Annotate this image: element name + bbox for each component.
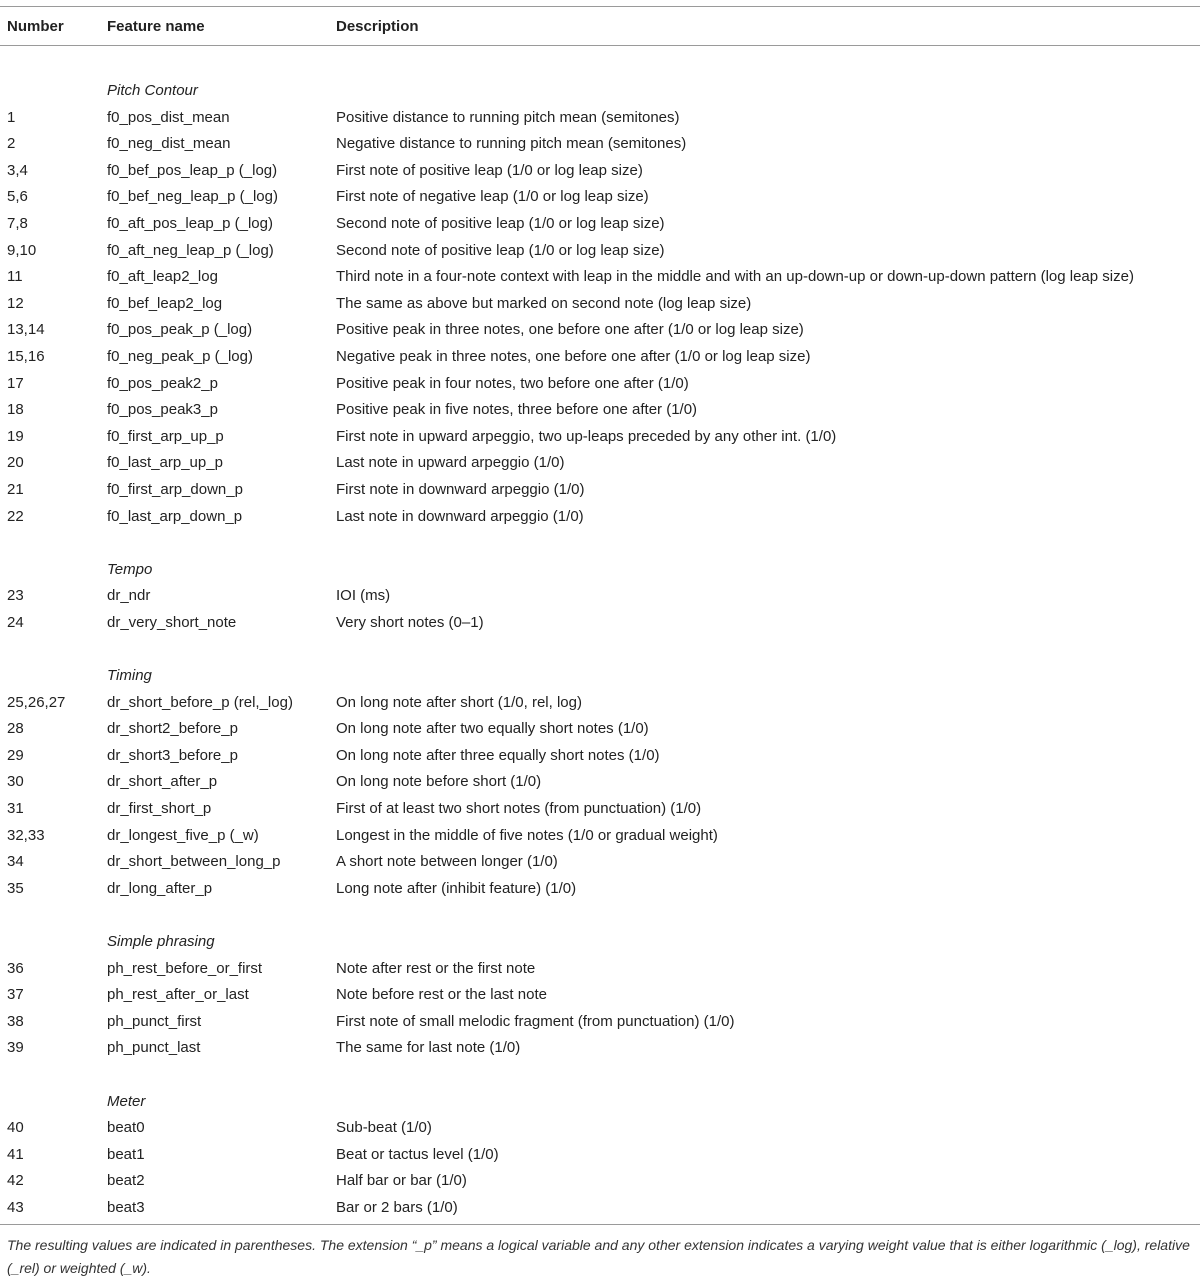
- table-row: [0, 317, 1200, 344]
- cell-number: 23: [7, 587, 24, 605]
- header-feature-name: Feature name: [107, 18, 205, 35]
- cell-description: Sub-beat (1/0): [336, 1119, 432, 1137]
- cell-number: 20: [7, 454, 24, 472]
- section-gap: [0, 1062, 1200, 1089]
- cell-feature-name: dr_very_short_note: [107, 613, 237, 631]
- cell-description: First note of positive leap (1/0 or log leap size): [336, 161, 643, 179]
- section-title: Simple phrasing: [107, 933, 215, 950]
- cell-description: First note in downward arpeggio (1/0): [336, 480, 585, 498]
- section-title: Timing: [107, 667, 152, 685]
- cell-description: Positive peak in three notes, one before one after (1/0 or log leap size): [336, 321, 804, 339]
- cell-description: First note in upward arpeggio, two up-leaps preceded by any other int. (1/0): [336, 427, 837, 445]
- cell-description: Long note after (inhibit feature) (1/0): [336, 879, 577, 897]
- cell-feature-name: beat2: [107, 1172, 145, 1190]
- cell-description: The same as above but marked on second note (log leap size): [336, 294, 752, 312]
- cell-feature-name: beat3: [107, 1198, 145, 1216]
- section-heading-row: [0, 557, 1200, 584]
- cell-feature-name: f0_bef_neg_leap_p (_log): [107, 188, 278, 206]
- header-description: Description: [336, 18, 419, 35]
- cell-feature-name: dr_short_before_p (rel,_log): [107, 693, 293, 711]
- cell-description: Second note of positive leap (1/0 or log leap size): [336, 214, 665, 232]
- cell-feature-name: f0_bef_leap2_log: [107, 294, 223, 312]
- table-row: [0, 184, 1200, 211]
- cell-number: 40: [7, 1119, 24, 1137]
- cell-feature-name: f0_aft_neg_leap_p (_log): [107, 241, 274, 259]
- cell-description: Last note in upward arpeggio (1/0): [336, 454, 565, 472]
- table-row: [0, 105, 1200, 132]
- cell-description: First of at least two short notes (from punctuation) (1/0): [336, 800, 702, 818]
- cell-feature-name: ph_punct_first: [107, 1012, 202, 1030]
- table-row: [0, 371, 1200, 398]
- cell-feature-name: f0_last_arp_down_p: [107, 507, 243, 525]
- cell-feature-name: beat0: [107, 1119, 145, 1137]
- cell-feature-name: dr_short_between_long_p: [107, 853, 281, 871]
- table-row: [0, 158, 1200, 185]
- table-body: [0, 46, 1200, 1224]
- cell-description: On long note after three equally short notes (1/0): [336, 746, 660, 764]
- table-footnote: The resulting values are indicated in parentheses. The extension “_p” means a logical variable and any other extension indicates a varying weight value that is either logarithmic (_log), relative (_rel) or weighted (_w).: [7, 1237, 1190, 1276]
- cell-feature-name: dr_long_after_p: [107, 879, 213, 897]
- table-row: [0, 238, 1200, 265]
- cell-number: 24: [7, 613, 24, 631]
- table-row: [0, 796, 1200, 823]
- section-heading-row: [0, 78, 1200, 105]
- cell-description: Positive peak in four notes, two before one after (1/0): [336, 374, 689, 392]
- cell-description: Positive distance to running pitch mean (semitones): [336, 108, 680, 126]
- cell-description: On long note after short (1/0, rel, log): [336, 693, 582, 711]
- section-title: Meter: [107, 1092, 146, 1110]
- cell-feature-name: ph_rest_before_or_first: [107, 959, 263, 977]
- cell-number: 9,10: [7, 241, 37, 259]
- cell-description: Positive peak in five notes, three before one after (1/0): [336, 401, 698, 419]
- feature-table: [0, 6, 1200, 1225]
- cell-number: 7,8: [7, 214, 28, 232]
- table-header-row: [0, 7, 1200, 45]
- cell-number: 39: [7, 1039, 24, 1057]
- cell-number: 42: [7, 1172, 24, 1190]
- cell-feature-name: f0_last_arp_up_p: [107, 454, 223, 472]
- cell-description: Negative distance to running pitch mean (semitones): [336, 135, 687, 153]
- cell-number: 30: [7, 773, 24, 791]
- cell-number: 21: [7, 480, 24, 498]
- cell-description: Very short notes (0–1): [336, 613, 484, 631]
- cell-description: IOI (ms): [336, 587, 391, 605]
- cell-feature-name: f0_neg_peak_p (_log): [107, 347, 253, 365]
- cell-description: Beat or tactus level (1/0): [336, 1145, 499, 1163]
- cell-description: First note of negative leap (1/0 or log leap size): [336, 188, 649, 206]
- table-row: [0, 1142, 1200, 1169]
- cell-description: Longest in the middle of five notes (1/0 or gradual weight): [336, 826, 718, 844]
- cell-description: Second note of positive leap (1/0 or log leap size): [336, 241, 665, 259]
- section-gap: [0, 530, 1200, 557]
- cell-feature-name: f0_first_arp_up_p: [107, 427, 224, 445]
- cell-description: Note after rest or the first note: [336, 959, 536, 977]
- table-row: [0, 610, 1200, 637]
- table-row: [0, 769, 1200, 796]
- cell-number: 1: [7, 108, 16, 126]
- table-bottom-rule: [0, 1224, 1200, 1225]
- cell-description: Last note in downward arpeggio (1/0): [336, 507, 584, 525]
- cell-feature-name: beat1: [107, 1145, 145, 1163]
- table-row: [0, 211, 1200, 238]
- cell-feature-name: f0_bef_pos_leap_p (_log): [107, 161, 278, 179]
- section-heading-row: [0, 929, 1200, 956]
- table-row: [0, 291, 1200, 318]
- cell-description: Third note in a four-note context with leap in the middle and with an up-down-up or down-up-down pattern (log leap size): [336, 268, 1134, 286]
- table-row: [0, 1195, 1200, 1222]
- cell-number: 18: [7, 401, 24, 419]
- table-row: [0, 344, 1200, 371]
- cell-feature-name: f0_pos_peak_p (_log): [107, 321, 253, 339]
- cell-number: 25,26,27: [7, 693, 66, 711]
- cell-description: On long note after two equally short notes (1/0): [336, 720, 649, 738]
- cell-number: 31: [7, 800, 24, 818]
- cell-number: 5,6: [7, 188, 28, 206]
- section-gap: [0, 636, 1200, 663]
- cell-feature-name: f0_neg_dist_mean: [107, 135, 231, 153]
- table-row: [0, 823, 1200, 850]
- cell-number: 19: [7, 427, 24, 445]
- table-row: [0, 424, 1200, 451]
- cell-number: 22: [7, 507, 24, 525]
- table-row: [0, 716, 1200, 743]
- cell-feature-name: dr_short_after_p: [107, 773, 218, 791]
- cell-feature-name: dr_first_short_p: [107, 800, 212, 818]
- cell-number: 17: [7, 374, 24, 392]
- cell-number: 13,14: [7, 321, 45, 339]
- cell-number: 12: [7, 294, 24, 312]
- cell-feature-name: dr_short2_before_p: [107, 720, 238, 738]
- cell-feature-name: f0_aft_leap2_log: [107, 268, 218, 286]
- cell-feature-name: dr_longest_five_p (_w): [107, 826, 259, 844]
- cell-feature-name: dr_ndr: [107, 587, 151, 605]
- table-row: [0, 849, 1200, 876]
- cell-number: 43: [7, 1198, 24, 1216]
- cell-number: 32,33: [7, 826, 45, 844]
- section-gap: [0, 902, 1200, 929]
- cell-description: Note before rest or the last note: [336, 986, 547, 1004]
- section-title: Pitch Contour: [107, 82, 198, 99]
- table-row: [0, 876, 1200, 903]
- table-row: [0, 982, 1200, 1009]
- cell-number: 34: [7, 853, 24, 871]
- section-title: Tempo: [107, 560, 153, 578]
- table-row: [0, 743, 1200, 770]
- cell-number: 38: [7, 1012, 24, 1030]
- cell-description: A short note between longer (1/0): [336, 853, 558, 871]
- cell-number: 35: [7, 879, 24, 897]
- cell-description: Negative peak in three notes, one before one after (1/0 or log leap size): [336, 347, 811, 365]
- cell-description: The same for last note (1/0): [336, 1039, 521, 1057]
- cell-number: 11: [7, 268, 23, 286]
- cell-feature-name: dr_short3_before_p: [107, 746, 238, 764]
- cell-number: 2: [7, 135, 16, 153]
- table-row: [0, 1168, 1200, 1195]
- cell-number: 28: [7, 720, 24, 738]
- table-row: [0, 477, 1200, 504]
- table-row: [0, 397, 1200, 424]
- table-row: [0, 690, 1200, 717]
- table-row: [0, 1035, 1200, 1062]
- table-row: [0, 583, 1200, 610]
- cell-number: 3,4: [7, 161, 28, 179]
- table-row: [0, 131, 1200, 158]
- table-row: [0, 504, 1200, 531]
- cell-description: Bar or 2 bars (1/0): [336, 1198, 458, 1216]
- table-row: [0, 264, 1200, 291]
- table-row: [0, 956, 1200, 983]
- cell-description: On long note before short (1/0): [336, 773, 542, 791]
- cell-feature-name: ph_rest_after_or_last: [107, 986, 249, 1004]
- cell-feature-name: ph_punct_last: [107, 1039, 201, 1057]
- cell-number: 36: [7, 959, 24, 977]
- header-number: Number: [7, 18, 64, 35]
- table-row: [0, 1115, 1200, 1142]
- cell-number: 37: [7, 986, 24, 1004]
- cell-description: Half bar or bar (1/0): [336, 1172, 467, 1190]
- cell-feature-name: f0_aft_pos_leap_p (_log): [107, 214, 273, 232]
- cell-feature-name: f0_pos_peak3_p: [107, 401, 218, 419]
- cell-number: 29: [7, 746, 24, 764]
- cell-number: 41: [7, 1145, 24, 1163]
- cell-feature-name: f0_first_arp_down_p: [107, 480, 243, 498]
- cell-description: First note of small melodic fragment (from punctuation) (1/0): [336, 1012, 735, 1030]
- table-row: [0, 450, 1200, 477]
- cell-feature-name: f0_pos_dist_mean: [107, 108, 230, 126]
- section-heading-row: [0, 663, 1200, 690]
- section-heading-row: [0, 1089, 1200, 1116]
- cell-number: 15,16: [7, 347, 45, 365]
- cell-feature-name: f0_pos_peak2_p: [107, 374, 218, 392]
- table-row: [0, 1009, 1200, 1036]
